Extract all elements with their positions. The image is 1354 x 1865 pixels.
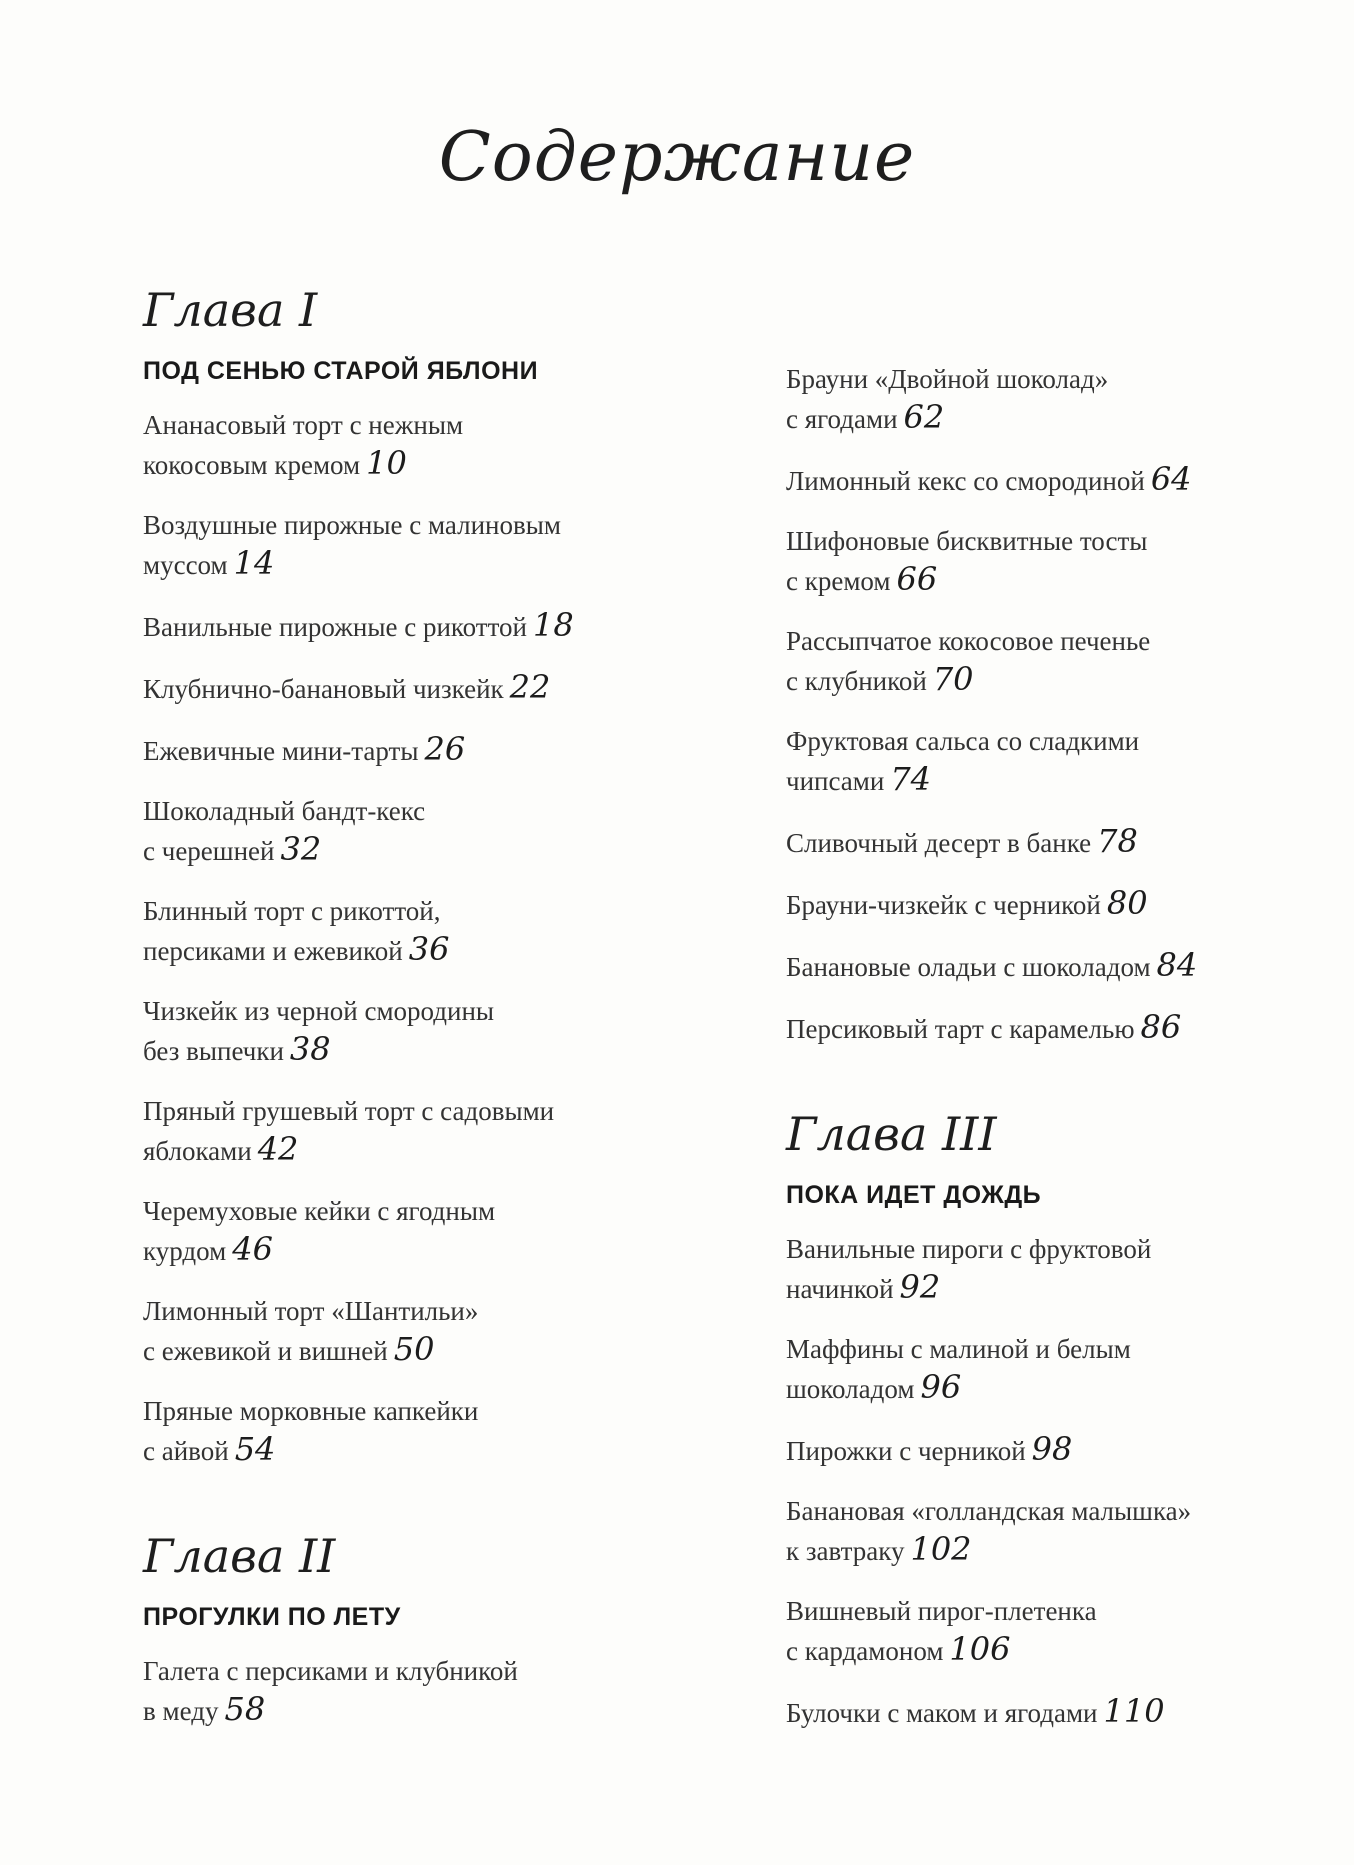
entry-page: 36 [408,929,450,968]
entry-page: 78 [1097,822,1138,860]
toc-entry[interactable] [143,1092,723,1170]
entry-page: 54 [234,1429,276,1468]
entry-page: 96 [920,1367,962,1406]
entry-title: Лимонный кекс со смородиной [786,466,1145,496]
entry-title: Вишневый пирог-плетенка с кардамоном [786,1595,1097,1666]
entry-page: 86 [1140,1008,1182,1046]
entry-title: Клубнично-банановый чизкейк [143,673,504,704]
entry-title: Чизкейк из черной смородины без выпечки [143,995,495,1066]
toc-entry[interactable] [143,792,723,870]
entry-page: 14 [233,543,275,582]
entry-title: Ежевичные мини-тарты [143,735,419,766]
toc-entry[interactable] [143,406,723,484]
entry-title: Банановые оладьи с шоколадом [786,952,1151,982]
entry-title: Ванильные пирожные с рикоттой [143,611,527,642]
entry-page: 98 [1031,1429,1073,1468]
entry-page: 42 [257,1129,299,1168]
toc-entry[interactable] [786,722,1354,800]
entry-title: Пряный грушевый торт с садовыми яблоками [143,1095,555,1166]
toc-entry[interactable] [143,1392,723,1470]
entry-page: 38 [289,1029,331,1068]
entry-title: Ванильные пироги с фруктовой начинкой [786,1233,1152,1304]
chapter-2-label: Глава II [143,1528,336,1583]
page-title: Содержание [438,118,916,197]
toc-entry[interactable] [786,1592,1354,1670]
entry-page: 62 [903,398,945,436]
entry-title: Фруктовая сальса со сладкими чипсами [786,726,1140,796]
entry-title: Ананасовый торт с нежным кокосовым кремом [143,409,464,480]
entry-title: Рассыпчатое кокосовое печенье с клубникой [786,626,1151,696]
toc-entry[interactable] [143,668,723,708]
entry-page: 32 [280,829,322,868]
entry-title: Булочки с маком и ягодами [786,1697,1098,1728]
entry-title: Сливочный десерт в банке [786,828,1092,858]
chapter-3-title: ПОКА ИДЕТ ДОЖДЬ [786,1180,1042,1209]
entry-page: 84 [1156,946,1198,984]
chapter-3-label: Глава III [786,1107,997,1161]
entry-title: Шоколадный бандт-кекс с черешней [143,795,426,866]
entry-title: Пирожки с черникой [786,1435,1026,1466]
entry-page: 66 [896,560,938,598]
toc-entry[interactable] [786,1692,1354,1732]
toc-entry[interactable] [786,1008,1354,1048]
toc-entry[interactable] [786,1492,1354,1570]
toc-entry[interactable] [143,992,723,1070]
entry-title: Маффины с малиной и белым шоколадом [786,1333,1131,1404]
entry-page: 10 [366,443,407,482]
toc-entry[interactable] [143,730,723,770]
toc-entry[interactable] [786,1330,1354,1408]
entry-title: Лимонный торт «Шантильи» с ежевикой и вишней [143,1295,479,1366]
entry-page: 64 [1150,460,1192,498]
entry-page: 70 [932,660,974,698]
entry-page: 74 [890,760,932,798]
entry-title: Воздушные пирожные с малиновым муссом [143,509,561,580]
chapter-1-label: Глава I [143,283,318,337]
toc-entry[interactable] [143,1292,723,1370]
entry-page: 102 [910,1529,972,1568]
entry-page: 26 [424,729,466,768]
entry-page: 92 [899,1267,941,1306]
entry-title: Пряные морковные капкейки с айвой [143,1395,479,1466]
entry-page: 58 [224,1689,266,1728]
entry-title: Брауни «Двойной шоколад» с ягодами [786,364,1109,434]
entry-title: Блинный торт с рикоттой, персиками и ежевикой [143,895,441,966]
entry-title: Персиковый тарт с карамелью [786,1014,1135,1044]
entry-page: 46 [232,1229,273,1268]
toc-entry[interactable] [143,606,723,646]
entry-page: 22 [509,667,551,706]
entry-title: Черемуховые кейки с ягодным курдом [143,1195,496,1266]
chapter-2-title: ПРОГУЛКИ ПО ЛЕТУ [143,1602,401,1631]
toc-entry[interactable] [143,1652,723,1730]
toc-entry[interactable] [786,884,1354,924]
entry-title: Брауни-чизкейк с черникой [786,890,1101,920]
entry-title: Шифоновые бисквитные тосты с кремом [786,526,1148,596]
toc-entry[interactable] [143,1192,723,1270]
entry-page: 110 [1103,1691,1165,1730]
entry-title: Банановая «голландская малышка» к завтраку [786,1495,1192,1566]
toc-entry[interactable] [786,460,1354,500]
toc-entry[interactable] [786,622,1354,700]
chapter-1-title: ПОД СЕНЬЮ СТАРОЙ ЯБЛОНИ [143,356,539,385]
entry-page: 50 [393,1329,435,1368]
entry-title: Галета с персиками и клубникой в меду [143,1655,518,1726]
toc-entry[interactable] [143,892,723,970]
entry-page: 18 [532,605,574,644]
toc-entry[interactable] [786,946,1354,986]
column-right [786,360,1354,1754]
toc-entry[interactable] [786,360,1354,438]
toc-entry[interactable] [786,1430,1354,1470]
entry-page: 106 [949,1629,1011,1668]
toc-entry[interactable] [786,1230,1354,1308]
toc-entry[interactable] [143,506,723,584]
toc-entry[interactable] [786,822,1354,862]
column-left [143,284,723,1752]
entry-page: 80 [1106,884,1148,922]
toc-entry[interactable] [786,522,1354,600]
